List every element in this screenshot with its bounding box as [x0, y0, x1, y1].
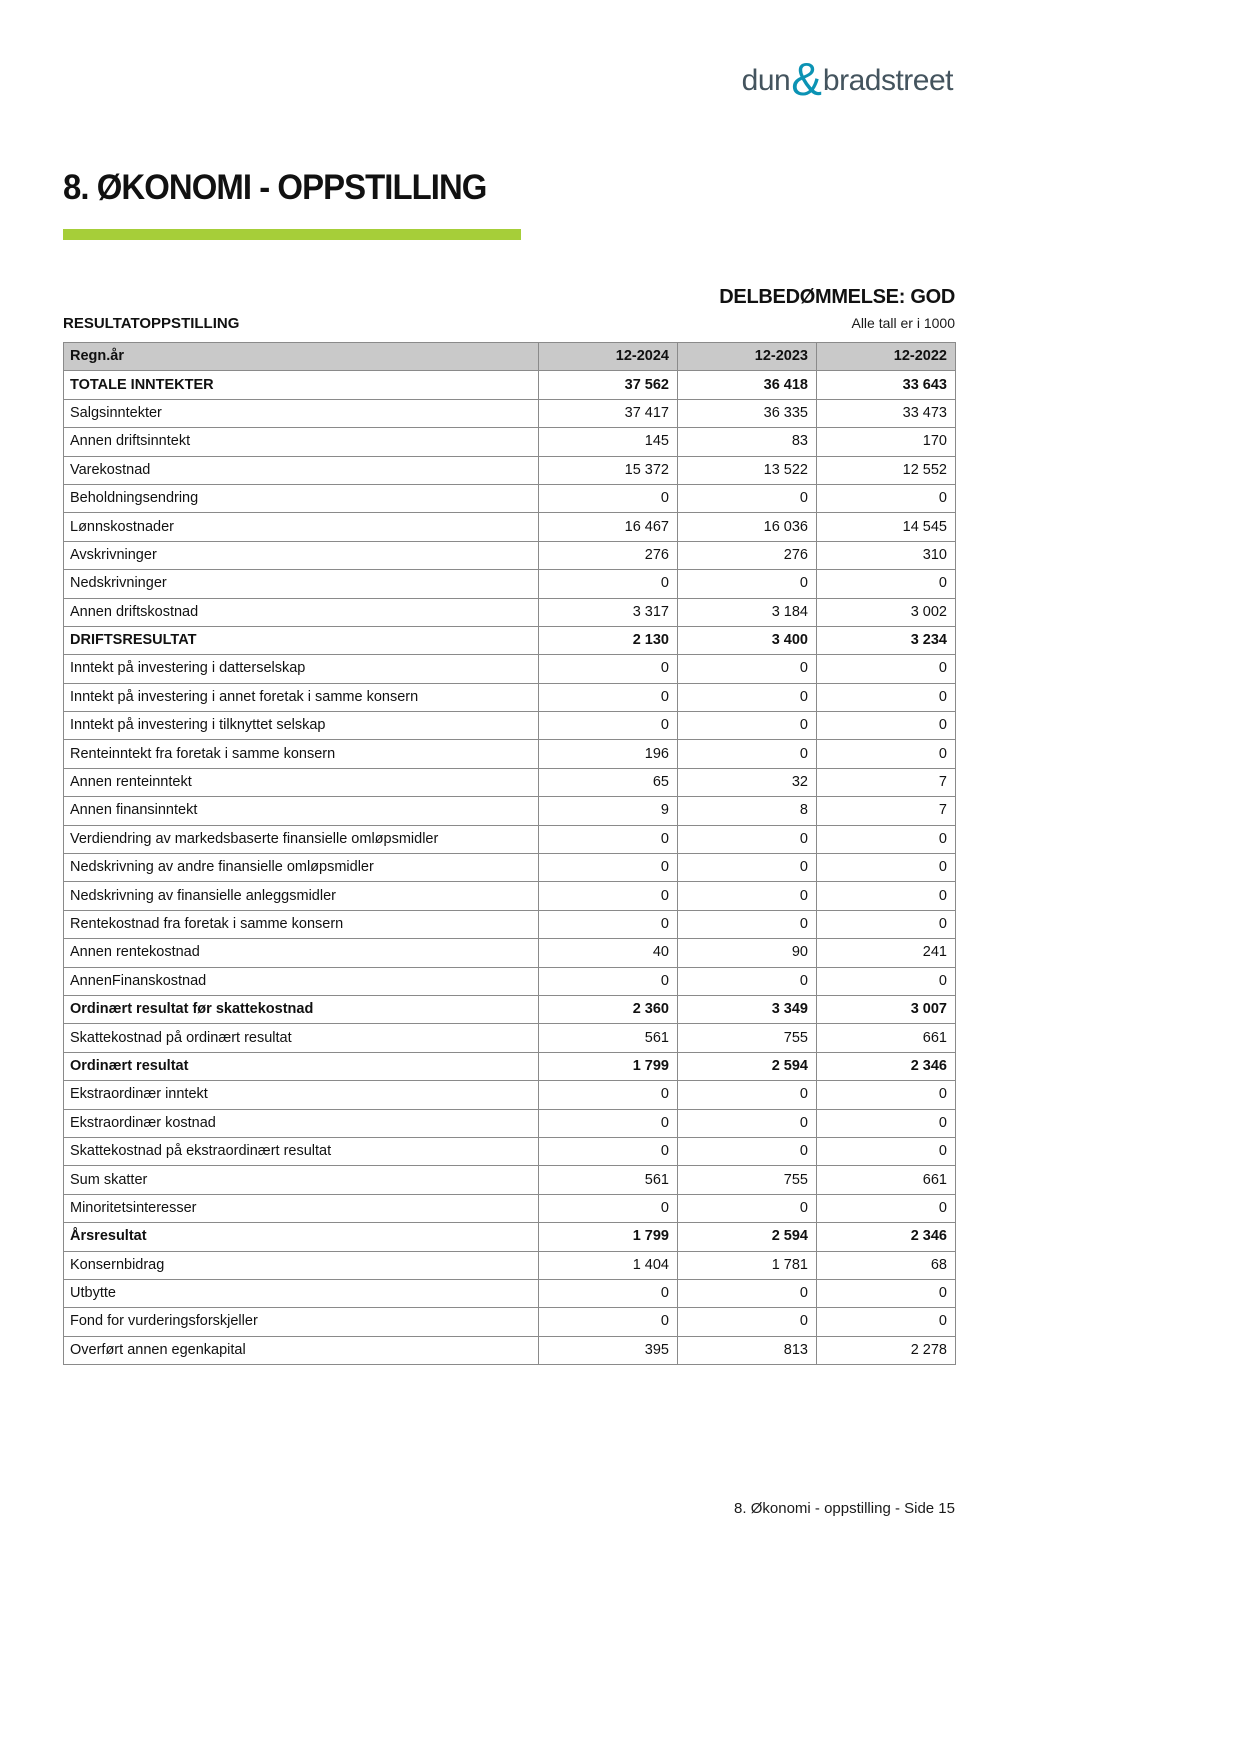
row-value: 13 522 — [678, 456, 817, 484]
row-label: Inntekt på investering i datterselskap — [64, 655, 539, 683]
row-label: Konsernbidrag — [64, 1251, 539, 1279]
row-value: 2 346 — [817, 1052, 956, 1080]
table-row — [64, 683, 956, 711]
row-value: 0 — [539, 1279, 678, 1307]
row-label: Inntekt på investering i annet foretak i samme konsern — [64, 683, 539, 711]
row-label: Annen rentekostnad — [64, 939, 539, 967]
row-value: 0 — [678, 683, 817, 711]
row-value: 0 — [678, 1279, 817, 1307]
row-value: 0 — [539, 1308, 678, 1336]
row-value: 0 — [539, 655, 678, 683]
table-row — [64, 399, 956, 427]
table-row — [64, 995, 956, 1023]
row-value: 8 — [678, 797, 817, 825]
row-value: 661 — [817, 1166, 956, 1194]
row-value: 0 — [678, 1308, 817, 1336]
row-value: 1 799 — [539, 1223, 678, 1251]
table-row — [64, 1137, 956, 1165]
row-value: 813 — [678, 1336, 817, 1364]
row-value: 0 — [817, 655, 956, 683]
page-title: 8. ØKONOMI - OPPSTILLING — [63, 168, 487, 207]
row-value: 32 — [678, 768, 817, 796]
table-row — [64, 371, 956, 399]
table-row — [64, 570, 956, 598]
row-label: Ordinært resultat før skattekostnad — [64, 995, 539, 1023]
row-value: 68 — [817, 1251, 956, 1279]
table-title: RESULTATOPPSTILLING — [63, 315, 240, 332]
row-value: 65 — [539, 768, 678, 796]
title-accent-bar — [63, 229, 521, 240]
row-label: Annen driftskostnad — [64, 598, 539, 626]
table-row — [64, 882, 956, 910]
row-value: 16 036 — [678, 513, 817, 541]
row-value: 0 — [817, 1081, 956, 1109]
row-value: 0 — [678, 740, 817, 768]
row-value: 7 — [817, 768, 956, 796]
row-value: 0 — [817, 683, 956, 711]
row-value: 0 — [817, 882, 956, 910]
row-value: 9 — [539, 797, 678, 825]
row-value: 145 — [539, 428, 678, 456]
row-value: 0 — [678, 712, 817, 740]
row-value: 0 — [817, 967, 956, 995]
row-label: Minoritetsinteresser — [64, 1194, 539, 1222]
row-label: Fond for vurderingsforskjeller — [64, 1308, 539, 1336]
row-value: 0 — [539, 1194, 678, 1222]
row-value: 3 317 — [539, 598, 678, 626]
row-label: Salgsinntekter — [64, 399, 539, 427]
table-row — [64, 967, 956, 995]
row-value: 3 002 — [817, 598, 956, 626]
row-label: Beholdningsendring — [64, 484, 539, 512]
table-row — [64, 484, 956, 512]
row-label: Inntekt på investering i tilknyttet selskap — [64, 712, 539, 740]
table-row — [64, 1052, 956, 1080]
row-value: 0 — [817, 825, 956, 853]
table-row — [64, 1279, 956, 1307]
income-statement-table — [63, 342, 956, 1365]
table-row — [64, 1024, 956, 1052]
row-label: Annen driftsinntekt — [64, 428, 539, 456]
table-row — [64, 1166, 956, 1194]
row-label: TOTALE INNTEKTER — [64, 371, 539, 399]
row-value: 0 — [539, 683, 678, 711]
row-value: 395 — [539, 1336, 678, 1364]
row-value: 0 — [678, 854, 817, 882]
row-label: Årsresultat — [64, 1223, 539, 1251]
row-value: 0 — [539, 967, 678, 995]
row-label: Nedskrivninger — [64, 570, 539, 598]
row-value: 33 473 — [817, 399, 956, 427]
row-label: Overført annen egenkapital — [64, 1336, 539, 1364]
table-row — [64, 513, 956, 541]
row-value: 3 007 — [817, 995, 956, 1023]
row-value: 0 — [539, 910, 678, 938]
row-label: Ekstraordinær inntekt — [64, 1081, 539, 1109]
table-row — [64, 1223, 956, 1251]
row-value: 2 278 — [817, 1336, 956, 1364]
row-label: Lønnskostnader — [64, 513, 539, 541]
row-value: 2 130 — [539, 626, 678, 654]
table-row — [64, 1336, 956, 1364]
row-label: Varekostnad — [64, 456, 539, 484]
row-label: Verdiendring av markedsbaserte finansielle omløpsmidler — [64, 825, 539, 853]
column-header-2022: 12-2022 — [817, 343, 956, 371]
row-value: 12 552 — [817, 456, 956, 484]
table-row — [64, 768, 956, 796]
dnb-logo — [741, 53, 953, 105]
row-value: 14 545 — [817, 513, 956, 541]
row-label: Ordinært resultat — [64, 1052, 539, 1080]
row-value: 33 643 — [817, 371, 956, 399]
row-value: 3 400 — [678, 626, 817, 654]
table-row — [64, 626, 956, 654]
row-value: 36 335 — [678, 399, 817, 427]
row-value: 661 — [817, 1024, 956, 1052]
table-row — [64, 854, 956, 882]
row-value: 0 — [539, 1137, 678, 1165]
rating-label: DELBEDØMMELSE: GOD — [719, 286, 955, 308]
row-value: 1 781 — [678, 1251, 817, 1279]
row-value: 0 — [678, 967, 817, 995]
row-label: Skattekostnad på ordinært resultat — [64, 1024, 539, 1052]
row-value: 36 418 — [678, 371, 817, 399]
row-value: 37 417 — [539, 399, 678, 427]
row-value: 1 799 — [539, 1052, 678, 1080]
row-value: 3 184 — [678, 598, 817, 626]
table-body — [64, 371, 956, 1365]
row-value: 0 — [539, 712, 678, 740]
row-value: 755 — [678, 1166, 817, 1194]
row-value: 0 — [678, 655, 817, 683]
row-value: 561 — [539, 1166, 678, 1194]
row-value: 276 — [539, 541, 678, 569]
table-row — [64, 825, 956, 853]
row-value: 0 — [817, 570, 956, 598]
row-value: 83 — [678, 428, 817, 456]
row-value: 0 — [678, 825, 817, 853]
row-value: 0 — [817, 1109, 956, 1137]
row-value: 755 — [678, 1024, 817, 1052]
table-row — [64, 712, 956, 740]
row-value: 0 — [817, 1308, 956, 1336]
row-value: 0 — [678, 570, 817, 598]
table-row — [64, 1109, 956, 1137]
row-label: Utbytte — [64, 1279, 539, 1307]
table-row — [64, 740, 956, 768]
row-value: 0 — [817, 1194, 956, 1222]
column-header-2023: 12-2023 — [678, 343, 817, 371]
row-value: 0 — [539, 1081, 678, 1109]
row-value: 0 — [539, 882, 678, 910]
table-header-row — [64, 343, 956, 371]
row-value: 1 404 — [539, 1251, 678, 1279]
row-value: 2 594 — [678, 1052, 817, 1080]
row-value: 2 594 — [678, 1223, 817, 1251]
row-value: 2 360 — [539, 995, 678, 1023]
table-row — [64, 655, 956, 683]
row-value: 2 346 — [817, 1223, 956, 1251]
row-label: AnnenFinanskostnad — [64, 967, 539, 995]
row-value: 0 — [678, 484, 817, 512]
row-value: 0 — [539, 484, 678, 512]
page-footer: 8. Økonomi - oppstilling - Side 15 — [734, 1500, 955, 1517]
row-label: Annen finansinntekt — [64, 797, 539, 825]
row-value: 0 — [539, 570, 678, 598]
row-value: 0 — [817, 854, 956, 882]
units-note: Alle tall er i 1000 — [851, 315, 955, 331]
table-row — [64, 541, 956, 569]
row-label: Nedskrivning av andre finansielle omløpsmidler — [64, 854, 539, 882]
row-value: 0 — [678, 1081, 817, 1109]
row-label: Nedskrivning av finansielle anleggsmidler — [64, 882, 539, 910]
logo-text-dun: dun — [741, 64, 791, 97]
column-header-year: Regn.år — [64, 343, 539, 371]
row-value: 170 — [817, 428, 956, 456]
table-row — [64, 1308, 956, 1336]
table-meta — [63, 315, 955, 332]
row-value: 0 — [817, 740, 956, 768]
row-value: 0 — [539, 825, 678, 853]
row-value: 7 — [817, 797, 956, 825]
table-row — [64, 598, 956, 626]
row-value: 0 — [817, 910, 956, 938]
row-label: Annen renteinntekt — [64, 768, 539, 796]
logo-ampersand-icon: & — [791, 53, 822, 105]
row-value: 561 — [539, 1024, 678, 1052]
row-value: 0 — [678, 882, 817, 910]
row-value: 0 — [817, 712, 956, 740]
row-label: Skattekostnad på ekstraordinært resultat — [64, 1137, 539, 1165]
table-row — [64, 1081, 956, 1109]
row-value: 0 — [678, 910, 817, 938]
row-label: Sum skatter — [64, 1166, 539, 1194]
row-value: 0 — [539, 1109, 678, 1137]
row-value: 196 — [539, 740, 678, 768]
table-row — [64, 456, 956, 484]
row-value: 16 467 — [539, 513, 678, 541]
row-value: 0 — [817, 484, 956, 512]
row-label: Rentekostnad fra foretak i samme konsern — [64, 910, 539, 938]
table-row — [64, 1251, 956, 1279]
row-value: 90 — [678, 939, 817, 967]
table-row — [64, 797, 956, 825]
row-label: DRIFTSRESULTAT — [64, 626, 539, 654]
row-value: 276 — [678, 541, 817, 569]
row-value: 0 — [678, 1194, 817, 1222]
logo-text-bradstreet: bradstreet — [822, 64, 953, 97]
row-value: 3 234 — [817, 626, 956, 654]
table-row — [64, 428, 956, 456]
row-value: 40 — [539, 939, 678, 967]
row-label: Renteinntekt fra foretak i samme konsern — [64, 740, 539, 768]
row-value: 0 — [678, 1109, 817, 1137]
row-value: 3 349 — [678, 995, 817, 1023]
column-header-2024: 12-2024 — [539, 343, 678, 371]
row-label: Avskrivninger — [64, 541, 539, 569]
row-label: Ekstraordinær kostnad — [64, 1109, 539, 1137]
row-value: 0 — [678, 1137, 817, 1165]
row-value: 241 — [817, 939, 956, 967]
table-row — [64, 910, 956, 938]
row-value: 0 — [817, 1279, 956, 1307]
row-value: 37 562 — [539, 371, 678, 399]
table-row — [64, 939, 956, 967]
table-row — [64, 1194, 956, 1222]
row-value: 0 — [539, 854, 678, 882]
row-value: 0 — [817, 1137, 956, 1165]
row-value: 15 372 — [539, 456, 678, 484]
row-value: 310 — [817, 541, 956, 569]
